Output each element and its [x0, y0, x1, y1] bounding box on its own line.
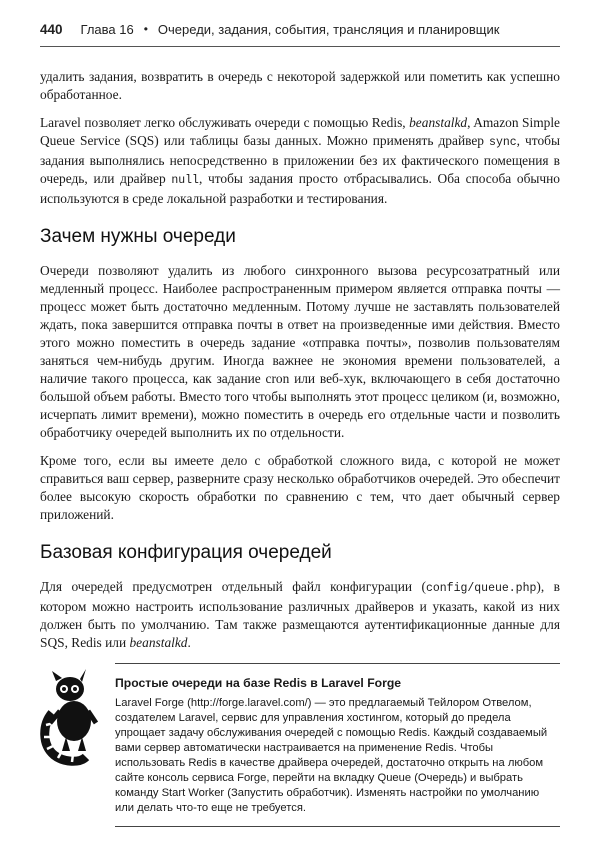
code-term: null	[171, 174, 199, 187]
page-content	[40, 68, 560, 652]
text-run: , чтобы задания выполнялись непосредственно в приложении без их фактического помещения в очередь, или драйвер	[40, 133, 560, 186]
note-title: Простые очереди на базе Redis в Laravel Forge	[115, 676, 402, 690]
text-run: Для очередей предусмотрен отдельный файл конфигурации (	[40, 579, 426, 594]
intro-paragraph-1: удалить задания, возвратить в очередь с некоторой задержкой или пометить как успешно обработанное.	[40, 69, 560, 102]
section1-paragraph-1: Очереди позволяют удалить из любого синхронного вызова ресурсозатратный или медленный процесс. Наиболее распространенным примером является отправка почты — процесс может быть достаточно медленным. Потому лучше не заставлять пользователей ждать, пока завершится отправка почты в ответ на произведенные ими действия. Вместо этого можно поместить в очередь задание «отправка почты», позволив пользователям заняться чем-нибудь другим. Иногда важнее не экономия времени пользователей, а наличие такого процесса, как задание cron или веб-хук, включающего в себя достаточно большой объем работы. Вместо того чтобы выполнять этот процесс целиком (и, возможно, исчерпать лимит времени), можно поместить в очередь его отдельные части и позволить обработчику очередей выполнить их по отдельности.	[40, 263, 560, 440]
note-text: Laravel Forge (http://forge.laravel.com/) — это предлагаемый Тейлором Отвелом, создателем Laravel, сервис для управления хостингом, который до предела упрощает задачу обслуживания очередей с помощью Redis. Каждый создаваемый вами сервер автоматически настраивается на применение Redis. Чтобы использовать Redis в качестве драйвера очередей, достаточно открыть на любом сайте консоль сервиса Forge, перейти на вкладку Queue (Очередь) и выбрать команду Start Worker (Запустить обработчик). Изменять настройки по умолчанию или делать что-то еще не требуется.	[115, 697, 548, 814]
intro-paragraph-2	[40, 114, 560, 208]
note-box	[40, 663, 560, 827]
page-number: 440	[40, 21, 63, 37]
section2-paragraph-1	[40, 578, 560, 652]
text-run: , Amazon Simple Queue Service (SQS) или таблицы базы данных. Можно применять драйвер	[40, 115, 560, 148]
section1-paragraph-2: Кроме того, если вы имеете дело с обработкой сложного вида, с которой не может справиться ваш сервер, разверните сразу несколько обработчиков очередей. Это обеспечит более высокую скорость обработки по сравнению с тем, что дает обычный сервер приложений.	[40, 453, 560, 522]
italic-term: beanstalkd	[129, 635, 188, 650]
section-heading-why-queues: Зачем нужны очереди	[40, 226, 236, 247]
text-run: Laravel позволяет легко обслуживать очереди с помощью Redis,	[40, 115, 410, 130]
code-term: sync	[489, 136, 517, 149]
text-run: , чтобы задания просто отбрасывались. Оба способа обычно используются в среде локальной разработки и тестирования.	[40, 171, 560, 206]
lemur-icon	[40, 663, 115, 827]
text-run: .	[187, 635, 191, 650]
header-separator: •	[143, 22, 148, 36]
section-heading-basic-config: Базовая конфигурация очередей	[40, 542, 332, 563]
italic-term: beanstalkd	[409, 115, 468, 130]
running-header	[40, 18, 560, 47]
code-term: config/queue.php	[425, 582, 537, 595]
note-content	[115, 663, 560, 827]
text-run: ), в котором можно настроить использование различных драйверов и указать, какой из них должен быть по умолчанию. Там также размещаются аутентификационные данные для SQS, Redis или	[40, 579, 560, 650]
chapter-label: Глава 16	[80, 21, 134, 37]
chapter-title: Очереди, задания, события, трансляция и планировщик	[157, 21, 500, 37]
